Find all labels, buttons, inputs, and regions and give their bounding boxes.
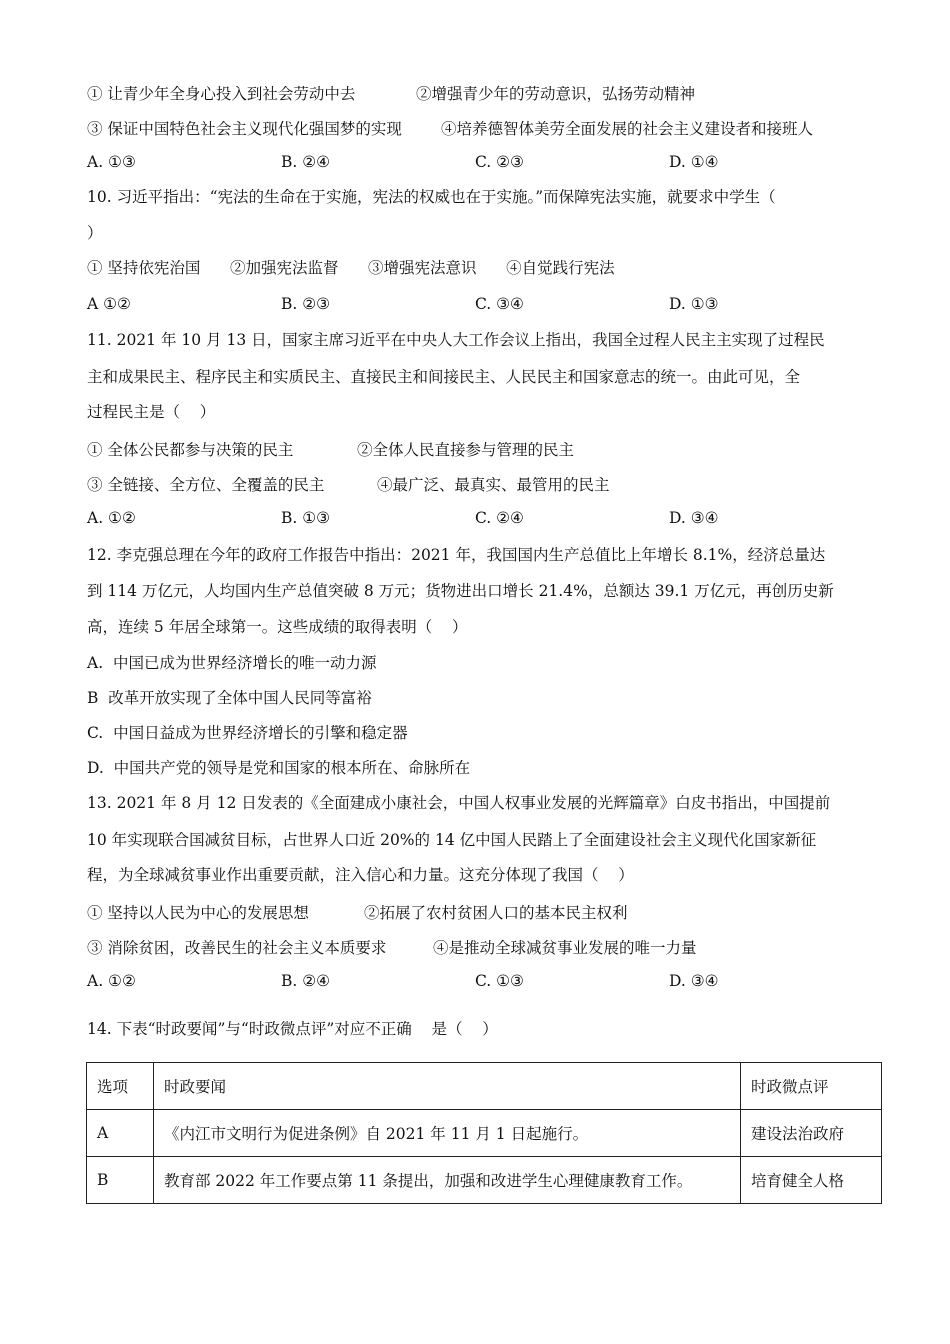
q13-item-3: ③ 消除贫困，改善民生的社会主义本质要求 [87, 939, 387, 957]
q11-items-row2 [87, 473, 867, 493]
table-cell-comment: 建设法治政府 [741, 1110, 882, 1157]
q11-item-1: ① 全体公民都参与决策的民主 [87, 441, 294, 459]
q9-item-1: ① 让青少年全身心投入到社会劳动中去 [87, 85, 356, 103]
table-cell-news: 教育部 2022 年工作要点第 11 条提出，加强和改进学生心理健康教育工作。 [154, 1157, 741, 1204]
q11-option-a: A. ①② [87, 509, 136, 527]
table-cell-comment: 培育健全人格 [741, 1157, 882, 1204]
table-cell-news: 《内江市文明行为促进条例》自 2021 年 11 月 1 日起施行。 [154, 1110, 741, 1157]
q12-option-a: A. 中国已成为世界经济增长的唯一动力源 [87, 654, 377, 672]
q12-stem-line3: 高，连续 5 年居全球第一。这些成绩的取得表明（ ） [87, 618, 468, 636]
q12-stem-line2: 到 114 万亿元，人均国内生产总值突破 8 万元；货物进出口增长 21.4%，总额达 39.1 万亿元，再创历史新 [87, 582, 834, 600]
q13-items-row2 [87, 936, 867, 956]
q9-option-c: C. ②③ [475, 153, 524, 171]
q9-option-a: A. ①③ [87, 153, 136, 171]
q13-item-2: ②拓展了农村贫困人口的基本民主权利 [364, 904, 628, 922]
q11-items-row1 [87, 438, 867, 458]
q13-item-1: ① 坚持以人民为中心的发展思想 [87, 904, 309, 922]
q11-stem-line1: 11. 2021 年 10 月 13 日，国家主席习近平在中央人大工作会议上指出，我国全过程人民主主实现了过程民 [87, 331, 825, 349]
q13-stem-line2: 10 年实现联合国减贫目标，占世界人口近 20%的 14 亿中国人民踏上了全面建设社会主义现代化国家新征 [87, 831, 817, 849]
q12-option-d: D. 中国共产党的领导是党和国家的根本所在、命脉所在 [87, 759, 471, 777]
table-row [87, 1110, 882, 1157]
q11-stem-line3: 过程民主是（ ） [87, 403, 216, 421]
q13-item-4: ④是推动全球减贫事业发展的唯一力量 [433, 939, 697, 957]
q9-item-4: ④培养德智体美劳全面发展的社会主义建设者和接班人 [441, 120, 814, 138]
q14-stem-line1: 14. 下表“时政要闻”与“时政微点评”对应不正确 是（ ） [87, 1020, 498, 1038]
q12-stem-line1: 12. 李克强总理在今年的政府工作报告中指出：2021 年，我国国内生产总值比上年增长 8.1%，经济总量达 [87, 546, 826, 564]
q10-option-a: A ①② [87, 295, 131, 313]
table-header-comment: 时政微点评 [741, 1063, 882, 1110]
table-header-row [87, 1063, 882, 1110]
q13-stem-line1: 13. 2021 年 8 月 12 日发表的《全面建成小康社会，中国人权事业发展的光辉篇章》白皮书指出，中国提前 [87, 794, 831, 812]
q13-option-d: D. ③④ [669, 972, 719, 990]
table-header-news: 时政要闻 [154, 1063, 741, 1110]
q10-option-c: C. ③④ [475, 295, 524, 313]
q11-option-c: C. ②④ [475, 509, 524, 527]
q11-item-3: ③ 全链接、全方位、全覆盖的民主 [87, 476, 325, 494]
q13-option-c: C. ①③ [475, 972, 524, 990]
q10-option-d: D. ①③ [669, 295, 719, 313]
q10-stem-line2: ） [87, 224, 103, 242]
q13-option-b: B. ②④ [281, 972, 331, 990]
table-cell-option: B [87, 1157, 154, 1204]
q12-option-c: C. 中国日益成为世界经济增长的引擎和稳定器 [87, 724, 408, 742]
q9-items-row1 [87, 82, 867, 102]
q11-option-b: B. ①③ [281, 509, 331, 527]
q9-item-3: ③ 保证中国特色社会主义现代化强国梦的实现 [87, 120, 402, 138]
q11-item-2: ②全体人民直接参与管理的民主 [357, 441, 575, 459]
q12-option-b: B 改革开放实现了全体中国人民同等富裕 [87, 689, 372, 707]
q10-stem-line1: 10. 习近平指出：“宪法的生命在于实施，宪法的权威也在于实施。”而保障宪法实施，就要求中学生（ [87, 188, 776, 206]
q13-stem-line3: 程，为全球减贫事业作出重要贡献，注入信心和力量。这充分体现了我国（ ） [87, 866, 634, 884]
q11-stem-line2: 主和成果民主、程序民主和实质民主、直接民主和间接民主、人民民主和国家意志的统一。由此可见，全 [87, 368, 801, 386]
q14-news-table [86, 1062, 882, 1204]
q9-item-2: ②增强青少年的劳动意识，弘扬劳动精神 [416, 85, 696, 103]
q9-option-d: D. ①④ [669, 153, 719, 171]
table-header-option: 选项 [87, 1063, 154, 1110]
table-row [87, 1157, 882, 1204]
q10-option-b: B. ②③ [281, 295, 331, 313]
q10-items: ① 坚持依宪治国 ②加强宪法监督 ③增强宪法意识 ④自觉践行宪法 [87, 259, 615, 277]
q13-option-a: A. ①② [87, 972, 136, 990]
q13-items-row1 [87, 901, 867, 921]
q9-option-b: B. ②④ [281, 153, 331, 171]
q11-option-d: D. ③④ [669, 509, 719, 527]
table-cell-option: A [87, 1110, 154, 1157]
q9-items-row2 [87, 117, 867, 137]
q11-item-4: ④最广泛、最真实、最管用的民主 [377, 476, 610, 494]
